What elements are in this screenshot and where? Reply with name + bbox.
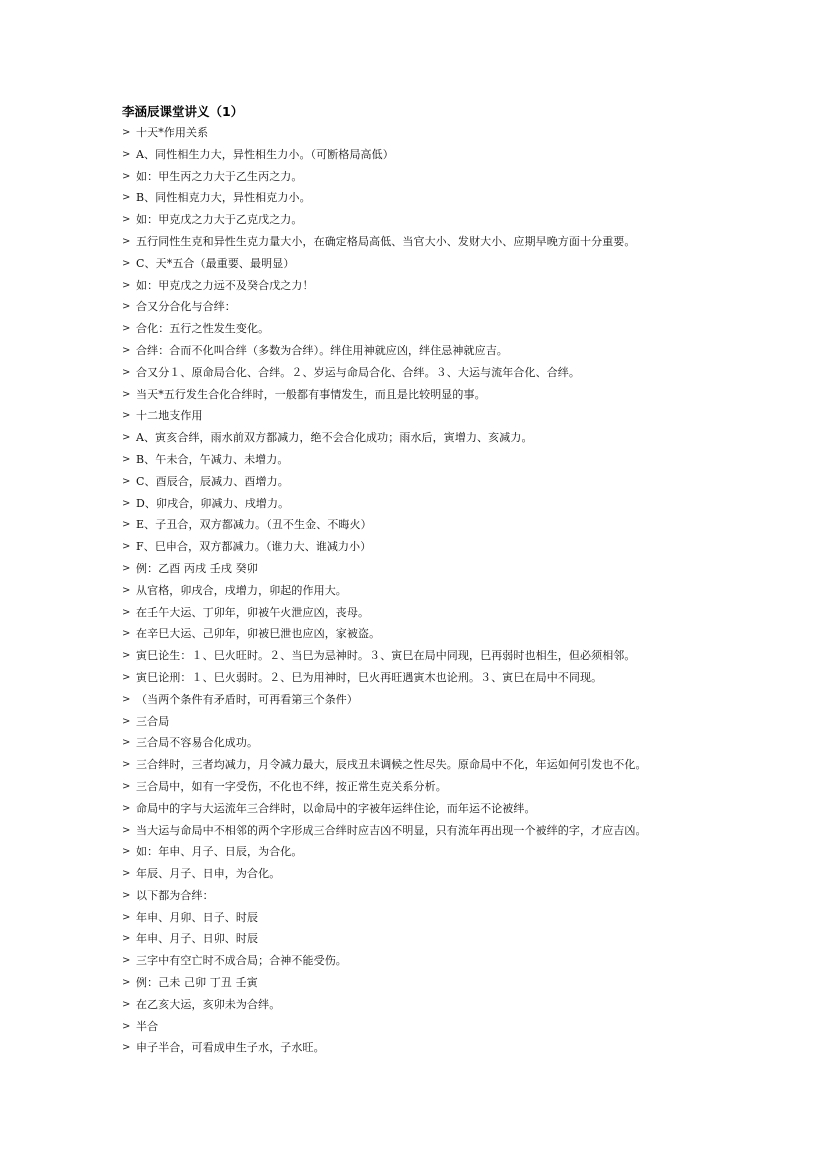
lecture-lines [122, 122, 722, 1059]
lecture-line [122, 296, 722, 318]
line-text: 从官格，卯戌合，戌增力，卯起的作用大。 [136, 583, 347, 597]
lecture-line [122, 623, 722, 645]
lecture-line [122, 1016, 722, 1038]
lecture-line [122, 754, 722, 776]
lecture-line [122, 1037, 722, 1059]
chevron-right-icon: > [122, 998, 131, 1010]
lecture-line [122, 187, 722, 209]
line-text: E、子丑合，双方都减力。（丑不生金、不晦火） [136, 518, 372, 532]
line-text: C、酉辰合，辰减力、酉增力。 [136, 474, 289, 488]
lecture-line [122, 449, 722, 471]
line-text: A、同性相生力大，异性相生力小。（可断格局高低） [136, 147, 394, 161]
chevron-right-icon: > [122, 824, 131, 836]
line-text: 十天*作用关系 [136, 126, 209, 139]
lecture-line [122, 253, 722, 275]
lecture-line [122, 972, 722, 994]
line-text: 合又分１、原命局合化、合绊。２、岁运与命局合化、合绊。３、大运与流年合化、合绊。 [136, 365, 580, 379]
line-text: 寅巳论生：１、巳火旺时。２、当巳为忌神时。３、寅巳在局中同现，巳再弱时也相生，但必须相邻。 [136, 649, 636, 663]
chevron-right-icon: > [122, 889, 131, 901]
lecture-line [122, 340, 722, 362]
chevron-right-icon: > [122, 562, 131, 574]
lecture-line [122, 667, 722, 689]
lecture-line [122, 863, 722, 885]
line-text: 合化：五行之性发生变化。 [136, 322, 270, 336]
chevron-right-icon: > [122, 432, 131, 444]
line-text: 寅巳论刑：１、巳火弱时。２、巳为用神时，巳火再旺遇寅木也论刑。３、寅巳在局中不同现。 [136, 670, 603, 684]
line-text: 如：甲克戊之力远不及癸合戊之力！ [136, 278, 314, 292]
chevron-right-icon: > [122, 257, 131, 269]
lecture-line [122, 362, 722, 384]
chevron-right-icon: > [122, 127, 131, 138]
chevron-right-icon: > [122, 170, 131, 182]
chevron-right-icon: > [122, 606, 131, 618]
chevron-right-icon: > [122, 671, 131, 683]
line-text: 半合 [136, 1019, 159, 1033]
line-text: 三合局中，如有一字受伤，不化也不绊，按正常生克关系分析。 [136, 779, 447, 793]
document-title: 李涵辰课堂讲义（1） [122, 104, 244, 119]
lecture-line [122, 318, 722, 340]
chevron-right-icon: > [122, 475, 131, 487]
lecture-line [122, 580, 722, 602]
lecture-line [122, 994, 722, 1016]
line-text: 合又分合化与合绊： [136, 300, 236, 314]
chevron-right-icon: > [122, 780, 131, 792]
line-text: 年申、月卯、日子、时辰 [136, 910, 259, 924]
line-text: 当大运与命局中不相邻的两个字形成三合绊时应吉凶不明显，只有流年再出现一个被绊的字，才应吉凶。 [136, 823, 647, 837]
line-text: 例：乙酉 丙戌 壬戌 癸卯 [136, 561, 258, 575]
line-text: B、同性相克力大，异性相克力小。 [136, 191, 311, 205]
line-text: F、巳申合，双方都减力。（谁力大、谁减力小） [136, 540, 372, 554]
line-text: D、卯戌合，卯减力、戌增力。 [136, 496, 290, 510]
line-text: 三合局 [136, 714, 170, 728]
chevron-right-icon: > [122, 1020, 131, 1032]
line-text: 以下都为合绊： [136, 888, 214, 902]
chevron-right-icon: > [122, 628, 131, 640]
chevron-right-icon: > [122, 650, 131, 662]
lecture-line [122, 928, 722, 950]
lecture-line [122, 166, 722, 188]
line-text: 三合局不容易合化成功。 [136, 736, 259, 750]
lecture-line [122, 645, 722, 667]
line-text: B、午未合，午减力、未增力。 [136, 452, 289, 466]
lecture-line [122, 907, 722, 929]
lecture-line [122, 558, 722, 580]
lecture-line [122, 275, 722, 297]
lecture-line [122, 122, 722, 144]
chevron-right-icon: > [122, 279, 131, 291]
chevron-right-icon: > [122, 541, 131, 553]
lecture-line [122, 885, 722, 907]
chevron-right-icon: > [122, 148, 131, 160]
line-text: 合绊：合而不化叫合绊（多数为合绊）。绊住用神就应凶，绊住忌神就应吉。 [136, 343, 508, 357]
lecture-line [122, 776, 722, 798]
chevron-right-icon: > [122, 410, 131, 422]
chevron-right-icon: > [122, 519, 131, 531]
line-text: 如：甲生丙之力大于乙生丙之力。 [136, 169, 303, 183]
lecture-line [122, 711, 722, 733]
chevron-right-icon: > [122, 955, 131, 967]
line-text: 五行同性生克和异性生克力量大小，在确定格局高低、当官大小、发财大小、应期早晚方面十分重要。 [136, 234, 636, 248]
chevron-right-icon: > [122, 323, 131, 335]
lecture-line [122, 950, 722, 972]
chevron-right-icon: > [122, 802, 131, 814]
lecture-line [122, 144, 722, 166]
line-text: 申子半合，可看成申生子水，子水旺。 [136, 1041, 325, 1055]
chevron-right-icon: > [122, 453, 131, 465]
chevron-right-icon: > [122, 301, 131, 313]
line-text: 当天*五行发生合化合绊时，一般都有事情发生，而且是比较明显的事。 [136, 387, 486, 401]
line-text: 在壬午大运、丁卯年，卯被午火泄应凶，丧母。 [136, 605, 370, 619]
chevron-right-icon: > [122, 693, 131, 705]
lecture-line [122, 427, 722, 449]
chevron-right-icon: > [122, 497, 131, 509]
chevron-right-icon: > [122, 344, 131, 356]
lecture-line [122, 471, 722, 493]
chevron-right-icon: > [122, 1042, 131, 1054]
chevron-right-icon: > [122, 366, 131, 378]
lecture-line [122, 689, 722, 711]
chevron-right-icon: > [122, 759, 131, 771]
line-text: （当两个条件有矛盾时，可再看第三个条件） [136, 692, 358, 706]
line-text: A、寅亥合绊，雨水前双方都减力，绝不会合化成功；雨水后，寅增力、亥减力。 [136, 431, 533, 445]
line-text: 年申、月子、日卯、时辰 [136, 932, 259, 946]
lecture-line [122, 798, 722, 820]
chevron-right-icon: > [122, 933, 131, 945]
lecture-line [122, 536, 722, 558]
document-page [122, 102, 722, 1059]
lecture-line [122, 231, 722, 253]
lecture-line [122, 841, 722, 863]
lecture-line [122, 405, 722, 427]
line-text: C、天*五合（最重要、最明显） [136, 256, 295, 270]
chevron-right-icon: > [122, 846, 131, 858]
line-text: 十二地支作用 [136, 409, 203, 423]
chevron-right-icon: > [122, 911, 131, 923]
lecture-line [122, 493, 722, 515]
chevron-right-icon: > [122, 214, 131, 226]
line-text: 三合绊时，三者均减力，月令减力最大，辰戌丑未调候之性尽失。原命局中不化，年运如何引发也不化。 [136, 758, 647, 772]
chevron-right-icon: > [122, 192, 131, 204]
line-text: 命局中的字与大运流年三合绊时，以命局中的字被年运绊住论，而年运不论被绊。 [136, 801, 536, 815]
lecture-line [122, 384, 722, 406]
line-text: 如：甲克戊之力大于乙克戊之力。 [136, 213, 303, 227]
chevron-right-icon: > [122, 715, 131, 727]
line-text: 年辰、月子、日申，为合化。 [136, 867, 281, 881]
chevron-right-icon: > [122, 737, 131, 749]
line-text: 三字中有空亡时不成合局；合神不能受伤。 [136, 954, 347, 968]
lecture-line [122, 820, 722, 842]
lecture-line [122, 732, 722, 754]
chevron-right-icon: > [122, 584, 131, 596]
chevron-right-icon: > [122, 388, 131, 400]
line-text: 在辛巳大运、己卯年，卯被巳泄也应凶，家被盗。 [136, 627, 381, 641]
lecture-line [122, 209, 722, 231]
line-text: 如：年申、月子、日辰，为合化。 [136, 845, 303, 859]
chevron-right-icon: > [122, 977, 131, 989]
chevron-right-icon: > [122, 868, 131, 880]
lecture-line [122, 602, 722, 624]
chevron-right-icon: > [122, 235, 131, 247]
lecture-line [122, 514, 722, 536]
line-text: 例：己未 己卯 丁丑 壬寅 [136, 976, 258, 990]
line-text: 在乙亥大运，亥卯未为合绊。 [136, 997, 281, 1011]
